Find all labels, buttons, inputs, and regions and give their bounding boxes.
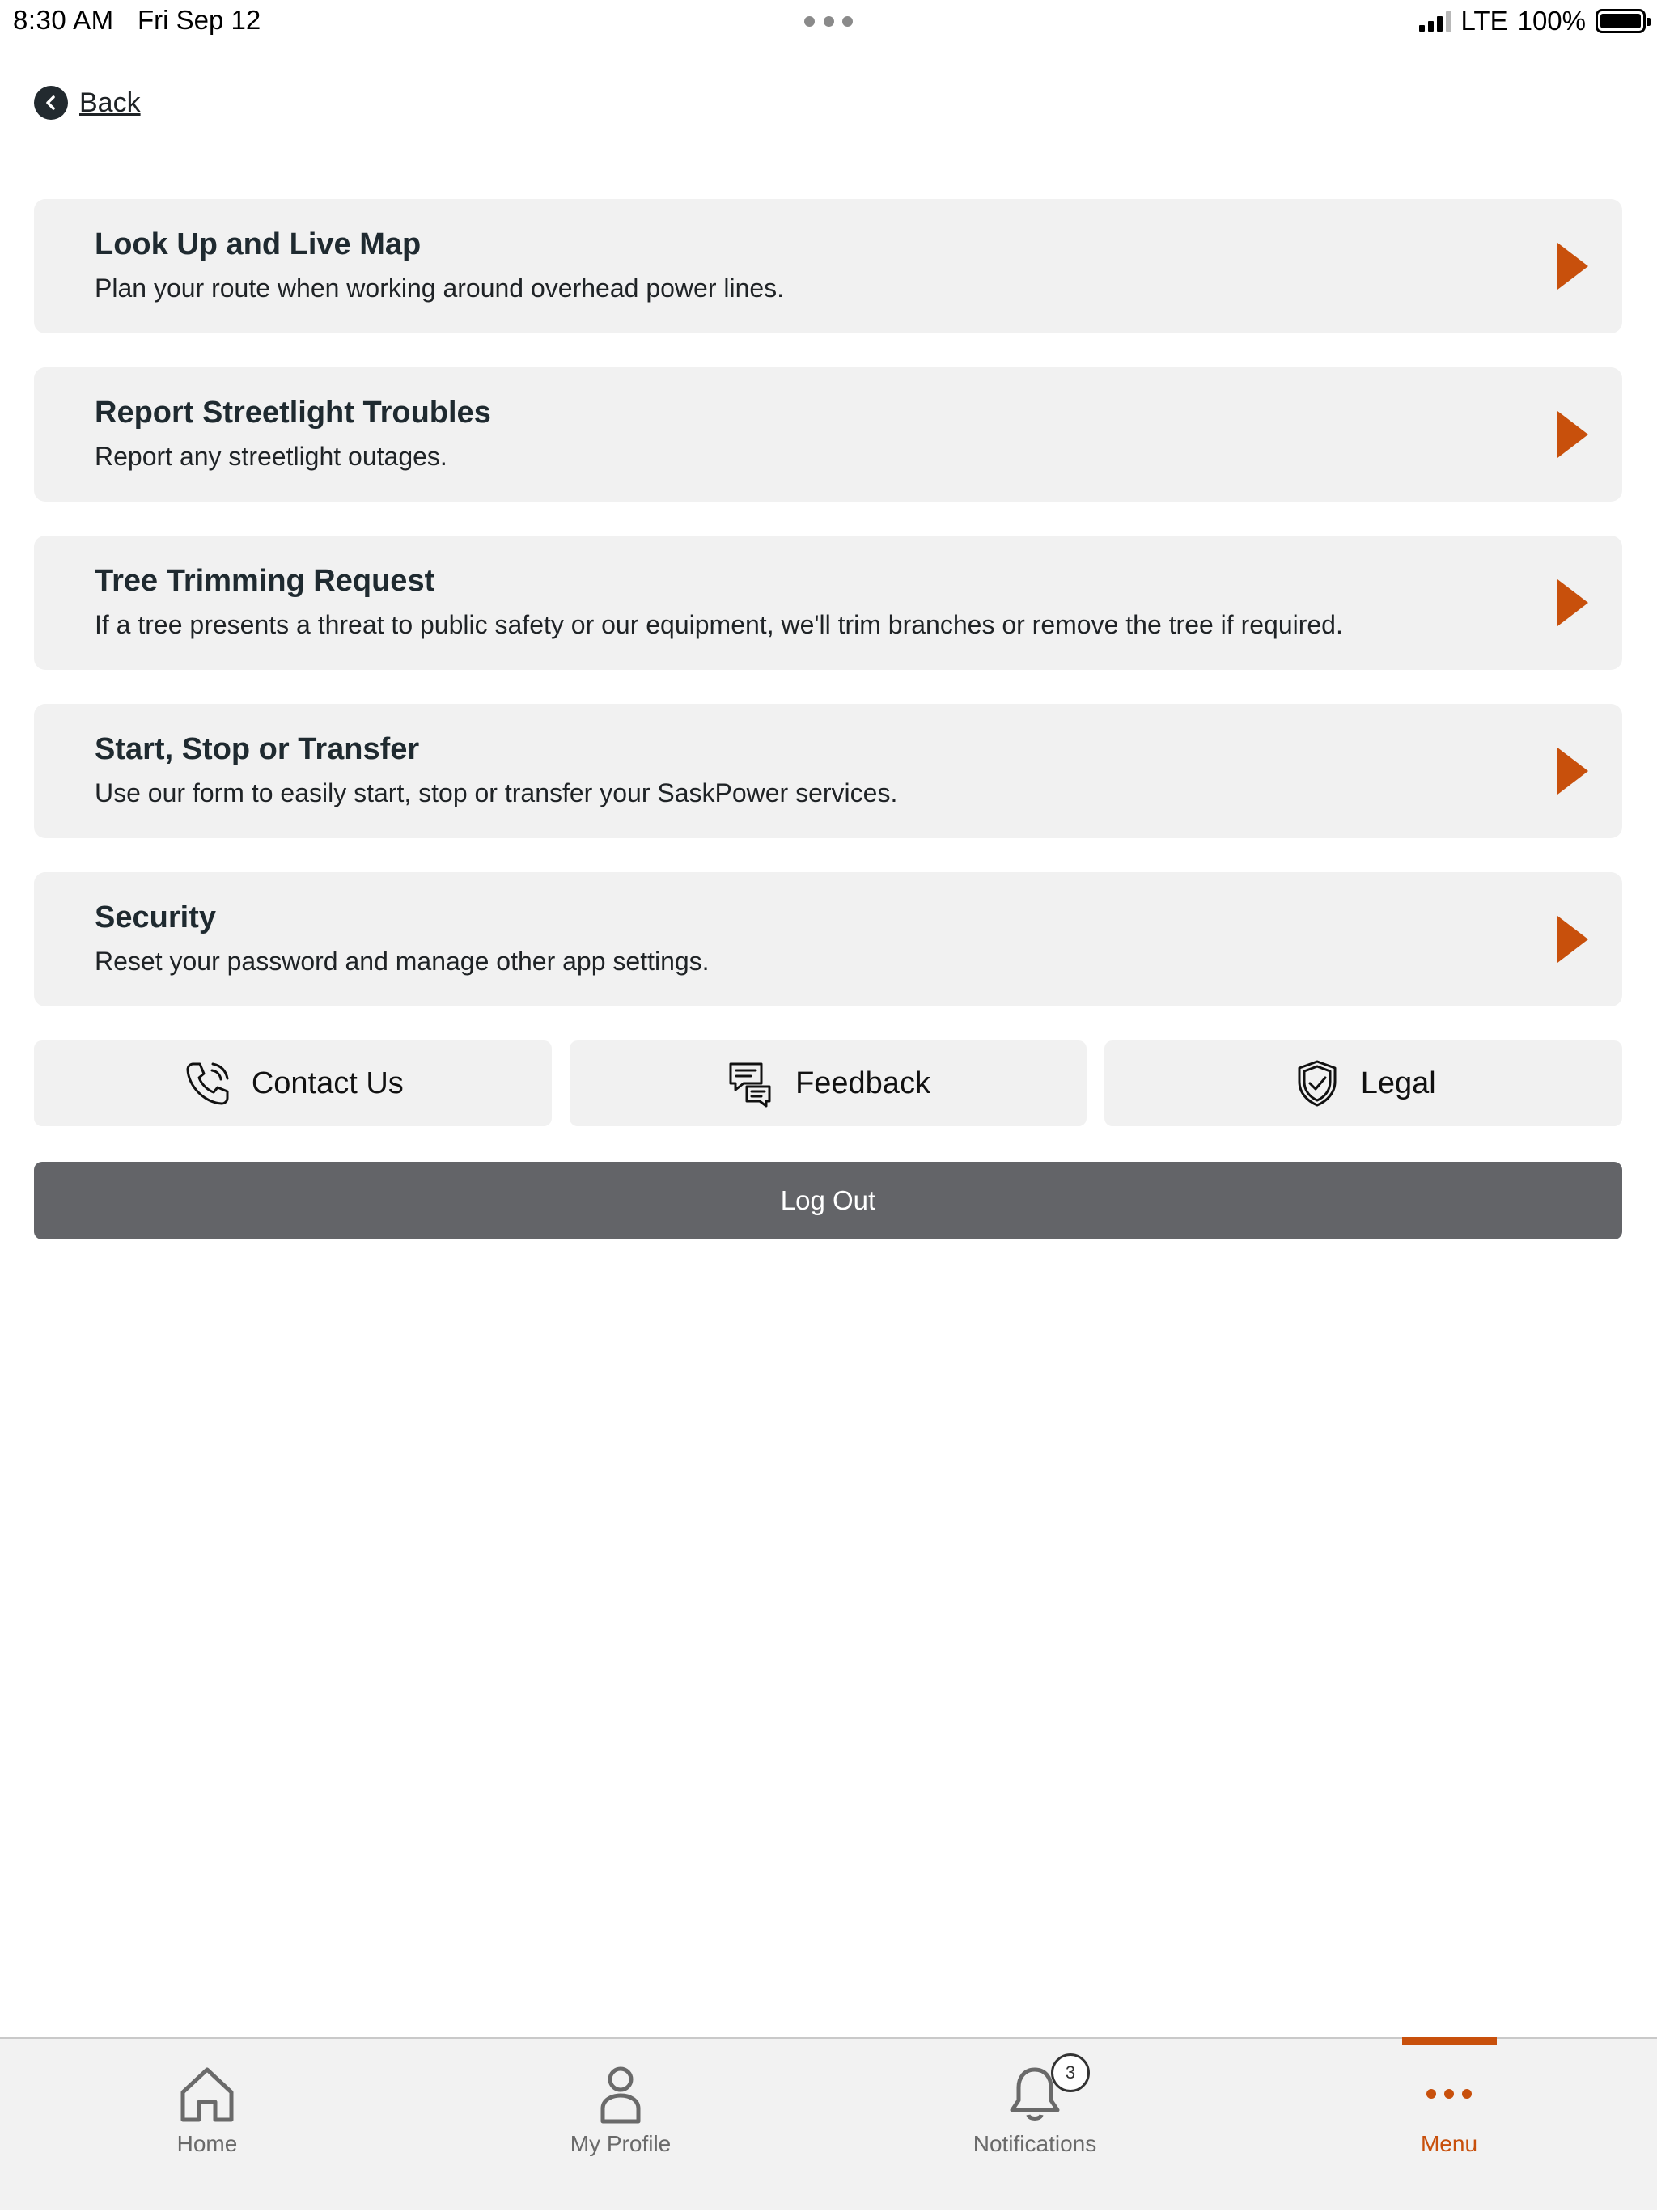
feedback-button[interactable]	[570, 1040, 1087, 1126]
tab-notifications[interactable]	[913, 2039, 1156, 2212]
multitasking-dots-icon[interactable]	[804, 16, 853, 28]
notifications-badge: 3	[1051, 2053, 1090, 2092]
menu-item-description: Report any streetlight outages.	[95, 442, 447, 471]
phone-icon	[182, 1057, 234, 1109]
battery-percentage: 100%	[1517, 6, 1586, 36]
status-date: Fri Sep 12	[138, 5, 261, 35]
person-icon	[588, 2062, 653, 2126]
tab-menu[interactable]	[1328, 2039, 1570, 2212]
menu-item-security[interactable]	[34, 872, 1622, 1006]
status-time: 8:30 AM	[13, 5, 114, 35]
menu-item-description: Reset your password and manage other app settings.	[95, 947, 710, 976]
triangle-right-icon	[1556, 914, 1590, 964]
contact-us-button[interactable]	[34, 1040, 552, 1126]
tab-my-profile-label: My Profile	[570, 2131, 672, 2156]
battery-icon	[1596, 9, 1646, 33]
menu-item-description: Use our form to easily start, stop or transfer your SaskPower services.	[95, 778, 898, 807]
menu-item-description: Plan your route when working around overhead power lines.	[95, 273, 785, 303]
menu-item-look-up-live-map[interactable]	[34, 199, 1622, 333]
log-out-button[interactable]	[34, 1162, 1622, 1239]
tab-home-label: Home	[176, 2131, 238, 2156]
tab-home[interactable]	[86, 2039, 328, 2212]
menu-item-start-stop-transfer[interactable]	[34, 704, 1622, 838]
feedback-label: Feedback	[795, 1066, 930, 1100]
triangle-right-icon	[1556, 409, 1590, 460]
menu-item-title: Look Up and Live Map	[95, 227, 422, 261]
tab-bar	[0, 2037, 1657, 2210]
back-label: Back	[79, 87, 141, 118]
contact-us-label: Contact Us	[251, 1066, 404, 1100]
carrier-label: LTE	[1460, 6, 1508, 36]
menu-item-title: Tree Trimming Request	[95, 564, 435, 598]
more-dots-icon	[1417, 2062, 1481, 2126]
legal-label: Legal	[1360, 1066, 1436, 1100]
chevron-left-icon	[34, 86, 68, 120]
shield-check-icon	[1291, 1057, 1343, 1109]
tab-my-profile[interactable]	[499, 2039, 742, 2212]
menu-item-streetlight-troubles[interactable]	[34, 367, 1622, 502]
menu-list	[34, 199, 1622, 1040]
menu-item-title: Security	[95, 900, 216, 934]
menu-item-tree-trimming[interactable]	[34, 536, 1622, 670]
signal-strength-icon	[1419, 11, 1451, 32]
menu-item-description: If a tree presents a threat to public safety or our equipment, we'll trim branches or remove the tree if required.	[95, 610, 1343, 639]
legal-button[interactable]	[1104, 1040, 1622, 1126]
triangle-right-icon	[1556, 578, 1590, 628]
tab-notifications-label: Notifications	[973, 2131, 1097, 2156]
menu-item-title: Start, Stop or Transfer	[95, 732, 420, 766]
status-bar	[0, 0, 1657, 45]
triangle-right-icon	[1556, 241, 1590, 291]
action-buttons	[34, 1040, 1622, 1126]
chat-bubbles-icon	[726, 1057, 778, 1109]
triangle-right-icon	[1556, 746, 1590, 796]
back-button[interactable]	[34, 86, 141, 120]
home-icon	[175, 2062, 239, 2126]
menu-item-title: Report Streetlight Troubles	[95, 396, 491, 430]
log-out-label: Log Out	[780, 1185, 876, 1215]
tab-menu-label: Menu	[1420, 2131, 1478, 2156]
